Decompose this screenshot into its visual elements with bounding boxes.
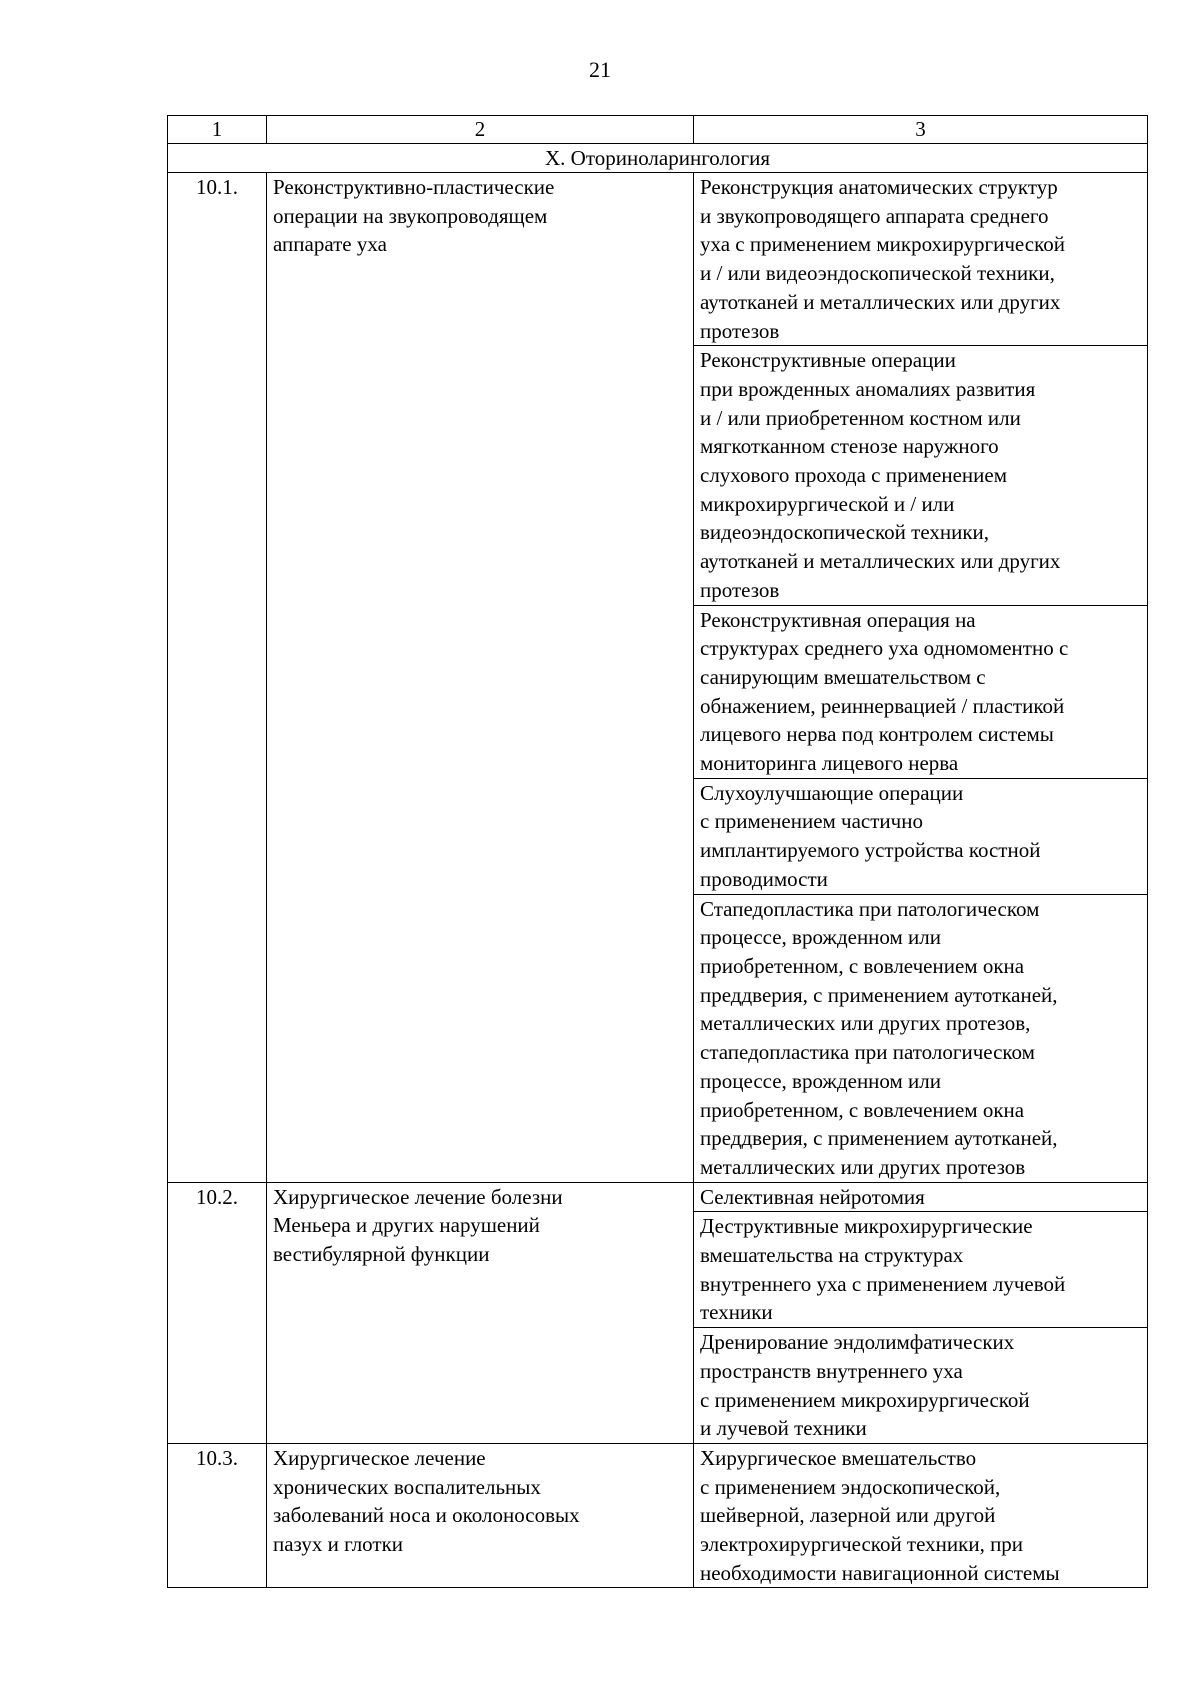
operation-line: мягкотканном стенозе наружного xyxy=(700,434,999,459)
operation-cell xyxy=(694,1328,1148,1444)
operation-line: имплантируемого устройства костной xyxy=(700,838,1041,863)
operation-line: протезов xyxy=(700,577,780,602)
group-code: 10.2. xyxy=(168,1182,267,1443)
table-row xyxy=(168,173,1148,346)
table-row xyxy=(168,1443,1148,1588)
table-body xyxy=(168,116,1148,1588)
operation-line: преддверия, с применением аутотканей, xyxy=(700,1126,1058,1151)
group-name-line: Меньера и других нарушений xyxy=(273,1213,540,1238)
column-number-1: 1 xyxy=(168,116,267,144)
operation-line: техники xyxy=(700,1300,773,1325)
operation-cell xyxy=(694,778,1148,894)
operation-line: при врожденных аномалиях развития xyxy=(700,376,1036,401)
operation-line: структурах среднего уха одномоментно с xyxy=(700,636,1069,661)
operation-line: и звукопроводящего аппарата среднего xyxy=(700,203,1049,228)
group-name-line: хронических воспалительных xyxy=(273,1474,541,1499)
operation-cell xyxy=(694,346,1148,605)
operation-cell xyxy=(694,173,1148,346)
section-row xyxy=(168,144,1148,173)
operation-cell xyxy=(694,1212,1148,1328)
operation-line: протезов xyxy=(700,318,780,343)
operation-line: приобретенном, с вовлечением окна xyxy=(700,1097,1025,1122)
group-name xyxy=(267,173,694,1183)
operation-line: преддверия, с применением аутотканей, xyxy=(700,982,1058,1007)
operation-line: с применением частично xyxy=(700,809,923,834)
operation-line: Реконструктивные операции xyxy=(700,348,956,373)
operation-line: металлических или других протезов, xyxy=(700,1011,1031,1036)
column-number-2: 2 xyxy=(267,116,694,144)
operation-line: с применением микрохирургической xyxy=(700,1387,1030,1412)
operation-line: аутотканей и металлических или других xyxy=(700,549,1061,574)
operation-line: видеоэндоскопической техники, xyxy=(700,520,990,545)
page-number: 21 xyxy=(589,57,611,82)
operation-line: микрохирургической и / или xyxy=(700,491,955,516)
operation-cell xyxy=(694,1443,1148,1588)
operation-line: процессе, врожденном или xyxy=(700,1068,942,1093)
group-code: 10.1. xyxy=(168,173,267,1183)
operation-line: лицевого нерва под контролем системы xyxy=(700,722,1054,747)
operation-line: и / или видеоэндоскопической техники, xyxy=(700,261,1055,286)
operation-line: металлических или других протезов xyxy=(700,1154,1026,1179)
operation-cell xyxy=(694,605,1148,778)
operation-line: вмешательства на структурах xyxy=(700,1243,964,1268)
group-name xyxy=(267,1443,694,1588)
operation-line: Стапедопластика при патологическом xyxy=(700,896,1040,921)
operation-line: санирующим вмешательством с xyxy=(700,664,986,689)
group-name-line: Реконструктивно-пластические xyxy=(273,175,555,199)
table-row xyxy=(168,1182,1148,1212)
operation-line: Дренирование эндолимфатических xyxy=(700,1330,1015,1355)
column-number-3: 3 xyxy=(694,116,1148,144)
operation-line: и / или приобретенном костном или xyxy=(700,405,1021,430)
operation-line: с применением эндоскопической, xyxy=(700,1474,1001,1499)
procedures-table xyxy=(167,115,1148,1588)
operation-line: Слухоулучшающие операции xyxy=(700,780,964,805)
operation-line: процессе, врожденном или xyxy=(700,925,942,950)
operation-line: необходимости навигационной системы xyxy=(700,1560,1060,1585)
operation-line: приобретенном, с вовлечением окна xyxy=(700,953,1025,978)
operation-line: электрохирургической техники, при xyxy=(700,1532,1024,1557)
operation-line: проводимости xyxy=(700,866,828,891)
operation-line: Хирургическое вмешательство xyxy=(700,1445,977,1470)
operation-line: Деструктивные микрохирургические xyxy=(700,1214,1033,1239)
operation-line: мониторинга лицевого нерва xyxy=(700,751,959,776)
group-name-line: Хирургическое лечение болезни xyxy=(273,1184,563,1209)
group-name-line: заболеваний носа и околоносовых xyxy=(273,1503,580,1528)
group-code: 10.3. xyxy=(168,1443,267,1588)
operation-cell xyxy=(694,1182,1148,1212)
operation-line: Селективная нейротомия xyxy=(700,1184,925,1209)
operation-line: стапедопластика при патологическом xyxy=(700,1040,1035,1065)
operation-line: пространств внутреннего уха xyxy=(700,1358,963,1383)
operation-cell xyxy=(694,894,1148,1182)
section-title: X. Оториноларингология xyxy=(168,144,1148,173)
group-name-line: Хирургическое лечение xyxy=(273,1445,486,1470)
group-name-line: операции на звукопроводящем xyxy=(273,203,548,228)
operation-line: обнажением, реиннервацией / пластикой xyxy=(700,693,1065,718)
group-name xyxy=(267,1182,694,1443)
operation-line: внутреннего уха с применением лучевой xyxy=(700,1271,1066,1296)
operation-line: Реконструкция анатомических структур xyxy=(700,175,1058,199)
group-name-line: аппарате уха xyxy=(273,232,387,257)
operation-line: шейверной, лазерной или другой xyxy=(700,1503,996,1528)
operation-line: аутотканей и металлических или других xyxy=(700,289,1061,314)
group-name-line: пазух и глотки xyxy=(273,1532,404,1557)
operation-line: уха с применением микрохирургической xyxy=(700,232,1065,257)
operation-line: и лучевой техники xyxy=(700,1416,867,1441)
column-number-row xyxy=(168,116,1148,144)
group-name-line: вестибулярной функции xyxy=(273,1242,490,1267)
operation-line: слухового прохода с применением xyxy=(700,463,1007,488)
operation-line: Реконструктивная операция на xyxy=(700,607,976,632)
